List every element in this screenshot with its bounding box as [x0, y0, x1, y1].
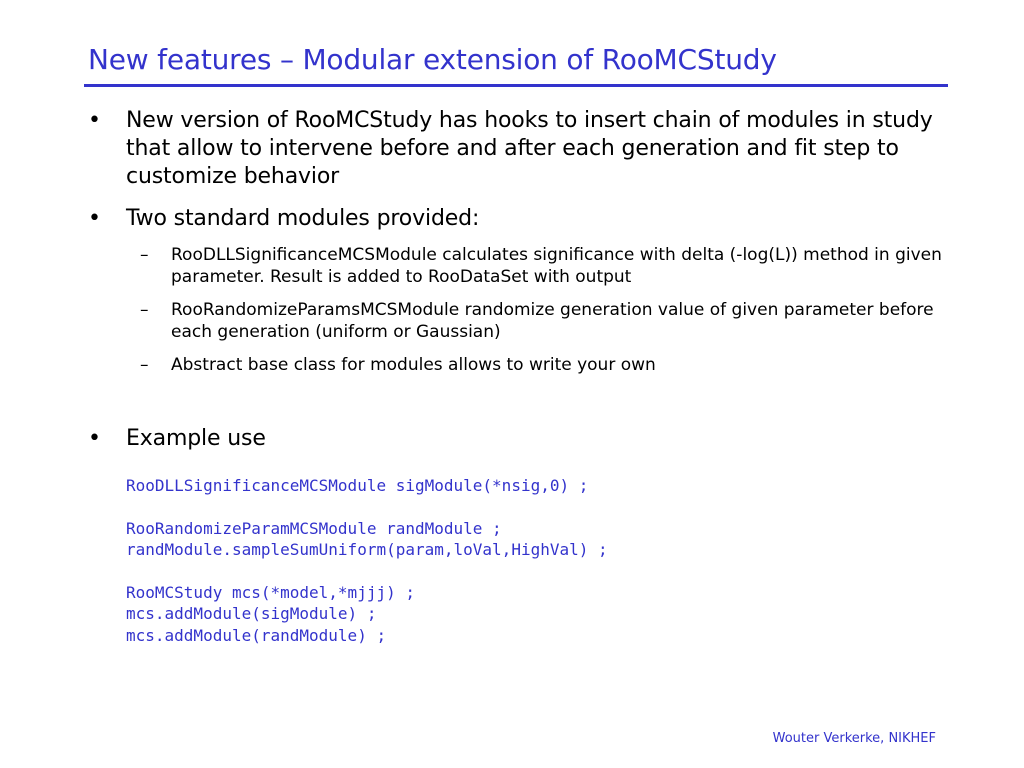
- sub-bullet-dll-module: RooDLLSignificanceMCSModule calculates significance with delta (-log(L)) method in given parameter. Result is added to RooDataSet with output: [171, 245, 942, 287]
- code-line: RooDLLSignificanceMCSModule sigModule(*nsig,0) ;: [126, 476, 589, 495]
- slide-title: New features – Modular extension of RooMCStudy: [88, 43, 777, 76]
- code-line: mcs.addModule(sigModule) ;: [126, 604, 377, 623]
- bullet-example-use: Example use: [126, 426, 266, 451]
- footer-author: Wouter Verkerke, NIKHEF: [772, 731, 936, 746]
- bullet-marker: •: [88, 206, 101, 231]
- code-line: RooRandomizeParamMCSModule randModule ;: [126, 519, 502, 538]
- bullet-hooks: New version of RooMCStudy has hooks to insert chain of modules in study that allow to intervene before and after each generation and fit step to customize behavior: [126, 108, 933, 189]
- code-line: mcs.addModule(randModule) ;: [126, 626, 387, 645]
- code-line: RooMCStudy mcs(*model,*mjjj) ;: [126, 583, 415, 602]
- code-line: randModule.sampleSumUniform(param,loVal,HighVal) ;: [126, 540, 608, 559]
- sub-bullet-base-class: Abstract base class for modules allows to write your own: [171, 355, 656, 375]
- sub-bullet-marker: –: [140, 355, 149, 375]
- title-underline: [84, 84, 948, 87]
- sub-bullet-marker: –: [140, 245, 149, 265]
- bullet-marker: •: [88, 426, 101, 451]
- sub-bullet-marker: –: [140, 300, 149, 320]
- bullet-standard-modules: Two standard modules provided:: [126, 206, 480, 231]
- bullet-marker: •: [88, 108, 101, 133]
- sub-bullet-randomize-module: RooRandomizeParamsMCSModule randomize generation value of given parameter before each generation (uniform or Gaussian): [171, 300, 934, 342]
